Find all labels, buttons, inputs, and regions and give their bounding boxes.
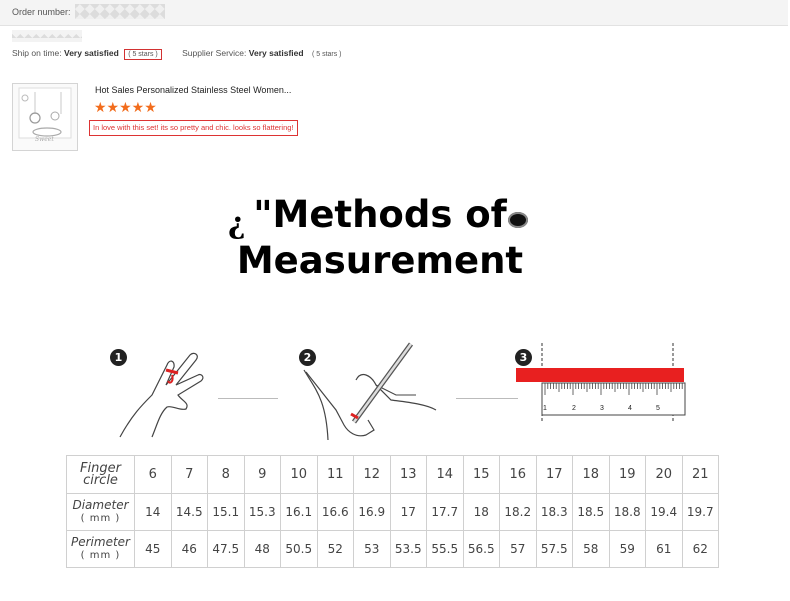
ruler-tick-label: 4 — [628, 405, 632, 412]
ruler-tick-label: 1 — [543, 405, 547, 412]
table-cell: 17.7 — [427, 494, 464, 531]
product-title[interactable]: Hot Sales Personalized Stainless Steel Women... — [95, 85, 292, 95]
table-row — [67, 531, 719, 568]
table-cell: 16.6 — [317, 494, 354, 531]
table-cell: 14 — [427, 456, 464, 494]
table-cell: 13 — [390, 456, 427, 494]
ruler-tick-label: 2 — [572, 405, 576, 412]
red-strip — [516, 368, 684, 382]
table-cell: 57.5 — [536, 531, 573, 568]
table-cell: 16.9 — [354, 494, 391, 531]
row-header — [67, 531, 135, 568]
svg-text:Sweet: Sweet — [35, 136, 54, 143]
table-cell: 15 — [463, 456, 500, 494]
stray-mark-icon — [508, 212, 528, 228]
table-cell: 17 — [390, 494, 427, 531]
hand-mark-pen-icon — [296, 340, 441, 445]
table-cell: 57 — [500, 531, 537, 568]
ship-stars-badge: ( 5 stars ) — [124, 49, 162, 60]
table-cell: 50.5 — [281, 531, 318, 568]
table-cell: 11 — [317, 456, 354, 494]
ruler-tick-label: 5 — [656, 405, 660, 412]
table-cell: 59 — [609, 531, 646, 568]
ruler-tick-label: 3 — [600, 405, 604, 412]
table-cell: 7 — [171, 456, 208, 494]
row-header — [67, 494, 135, 531]
table-cell: 17 — [536, 456, 573, 494]
table-cell: 15.3 — [244, 494, 281, 531]
order-number-redacted — [75, 4, 165, 19]
table-cell: 19 — [609, 456, 646, 494]
arrow-step-2-3 — [456, 398, 518, 399]
table-cell: 62 — [682, 531, 719, 568]
table-row — [67, 456, 719, 494]
supplier-service-label: Supplier Service: — [182, 48, 247, 58]
table-cell: 19.7 — [682, 494, 719, 531]
table-cell: 48 — [244, 531, 281, 568]
row-header-line: Perimeter — [71, 535, 130, 549]
table-cell: 16 — [500, 456, 537, 494]
table-cell: 18.2 — [500, 494, 537, 531]
table-cell: 8 — [208, 456, 245, 494]
row-header — [67, 456, 135, 494]
row-header-line: ( mm ) — [80, 513, 121, 524]
table-cell: 18.8 — [609, 494, 646, 531]
table-cell: 45 — [135, 531, 172, 568]
table-cell: 21 — [682, 456, 719, 494]
order-number-row — [0, 0, 788, 26]
inverted-question-glyph: ¿ — [228, 206, 246, 241]
table-row — [67, 494, 719, 531]
table-cell: 61 — [646, 531, 683, 568]
ship-on-time-value: Very satisfied — [64, 48, 119, 58]
table-cell: 16.1 — [281, 494, 318, 531]
table-cell: 46 — [171, 531, 208, 568]
arrow-step-1-2 — [218, 398, 278, 399]
page-title — [220, 192, 540, 284]
table-cell: 18 — [463, 494, 500, 531]
supplier-service-value: Very satisfied — [248, 48, 304, 58]
step-1-badge: 1 — [110, 349, 127, 366]
table-cell: 19.4 — [646, 494, 683, 531]
hand-wrap-finger-icon — [112, 345, 212, 445]
step-2-badge: 2 — [299, 349, 316, 366]
table-cell: 6 — [135, 456, 172, 494]
title-line-1: "Methods of — [253, 193, 507, 236]
table-cell: 47.5 — [208, 531, 245, 568]
table-cell: 20 — [646, 456, 683, 494]
table-cell: 9 — [244, 456, 281, 494]
table-cell: 14.5 — [171, 494, 208, 531]
order-number-label: Order number: — [12, 7, 71, 17]
buyer-name-redacted — [12, 30, 82, 42]
table-cell: 53 — [354, 531, 391, 568]
table-cell: 53.5 — [390, 531, 427, 568]
table-cell: 14 — [135, 494, 172, 531]
table-cell: 58 — [573, 531, 610, 568]
table-cell: 18.3 — [536, 494, 573, 531]
table-cell: 52 — [317, 531, 354, 568]
row-header-line: circle — [83, 472, 118, 488]
table-cell: 12 — [354, 456, 391, 494]
table-cell: 18 — [573, 456, 610, 494]
jewelry-set-image-icon — [13, 84, 77, 150]
table-cell: 18.5 — [573, 494, 610, 531]
table-cell: 15.1 — [208, 494, 245, 531]
row-header-line: ( mm ) — [80, 550, 121, 561]
table-cell: 56.5 — [463, 531, 500, 568]
title-line-2: Measurement — [236, 239, 524, 282]
supplier-stars: ( 5 stars ) — [311, 51, 342, 58]
row-header-line: Diameter — [72, 498, 129, 512]
table-cell: 55.5 — [427, 531, 464, 568]
rating-row — [12, 48, 342, 60]
product-thumbnail[interactable] — [12, 83, 78, 151]
ring-size-table — [66, 455, 719, 568]
product-star-rating: ★★★★★ — [94, 99, 157, 115]
table-cell: 10 — [281, 456, 318, 494]
ship-on-time-label: Ship on time: — [12, 48, 62, 58]
step-3-badge: 3 — [515, 349, 532, 366]
row-header-line: Finger — [80, 460, 121, 476]
customer-review-card — [0, 0, 790, 160]
review-comment: In love with this set! its so pretty and chic. looks so flattering! — [89, 120, 298, 136]
